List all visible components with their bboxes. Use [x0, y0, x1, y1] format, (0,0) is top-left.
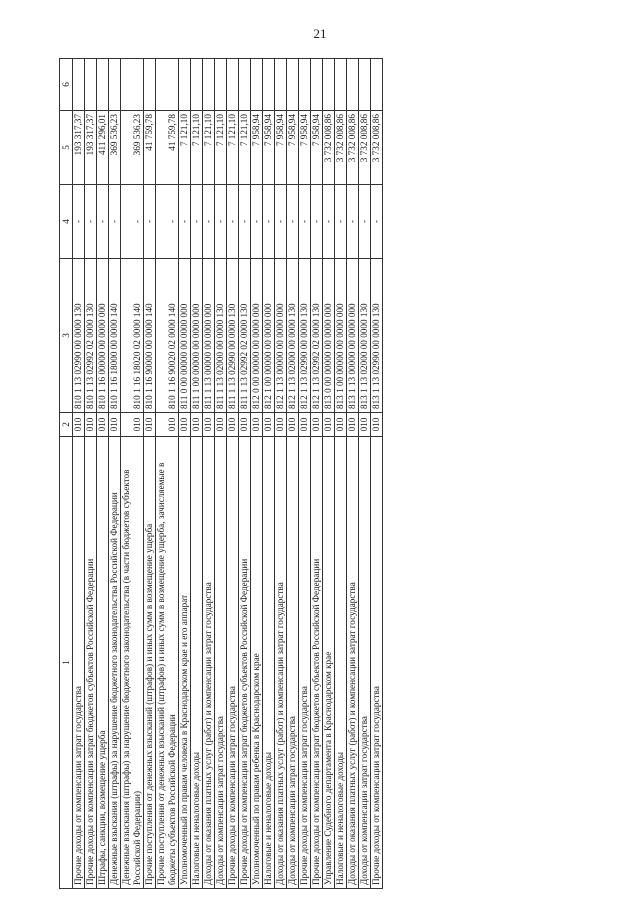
table-cell-c6: [335, 59, 347, 111]
table-cell-kbk: 810 1 16 90000 00 0000 140: [144, 259, 156, 413]
table-cell-code: 010: [215, 413, 227, 437]
table-row: [275, 59, 287, 889]
table-cell-code: 010: [275, 413, 287, 437]
header-row: [60, 59, 73, 889]
table-cell-amount: 7 121,10: [227, 111, 239, 185]
table-row: [347, 59, 359, 889]
table-cell-amount: 41 759,78: [156, 111, 179, 185]
table-row: [97, 59, 109, 889]
table-cell-code: 010: [121, 413, 144, 437]
table-cell-c6: [109, 59, 121, 111]
table-cell-c4: -: [85, 185, 97, 259]
table-row: [263, 59, 275, 889]
table-cell-kbk: 810 1 13 02990 00 0000 130: [73, 259, 85, 413]
table-row: [73, 59, 85, 889]
table-wrapper: [59, 59, 611, 889]
table-cell-name: Прочие доходы от компенсации затрат бюджетов субъектов Российской Федерации: [239, 437, 251, 889]
table-cell-code: 010: [97, 413, 109, 437]
table-cell-c4: -: [323, 185, 335, 259]
table-row: [85, 59, 97, 889]
table-cell-code: 010: [359, 413, 371, 437]
table-cell-amount: 7 958,94: [311, 111, 323, 185]
table-cell-kbk: 811 0 00 00000 00 0000 000: [179, 259, 191, 413]
table-cell-code: 010: [251, 413, 263, 437]
table-cell-kbk: 810 1 16 18000 00 0000 140: [109, 259, 121, 413]
table-cell-c6: [121, 59, 144, 111]
table-cell-c6: [179, 59, 191, 111]
table-cell-c4: -: [287, 185, 299, 259]
table-cell-code: 010: [371, 413, 383, 437]
table-cell-name: Штрафы, санкции, возмещение ущерба: [97, 437, 109, 889]
table-cell-name: Доходы от оказания платных услуг (работ) и компенсации затрат государства: [203, 437, 215, 889]
table-cell-amount: 193 317,37: [85, 111, 97, 185]
table-cell-c6: [251, 59, 263, 111]
table-cell-c4: -: [109, 185, 121, 259]
table-cell-amount: 369 536,23: [109, 111, 121, 185]
table-cell-amount: 3 732 008,86: [347, 111, 359, 185]
table-cell-c6: [239, 59, 251, 111]
table-row: [239, 59, 251, 889]
table-cell-amount: 411 296,01: [97, 111, 109, 185]
table-cell-name: Доходы от оказания платных услуг (работ) и компенсации затрат государства: [347, 437, 359, 889]
table-cell-c6: [73, 59, 85, 111]
table-cell-c6: [359, 59, 371, 111]
table-cell-name: Уполномоченный по правам человека в Краснодарском крае и его аппарат: [179, 437, 191, 889]
table-cell-name: Налоговые и неналоговые доходы: [335, 437, 347, 889]
table-cell-kbk: 812 1 00 00000 00 0000 000: [263, 259, 275, 413]
rotated-table-container: [59, 59, 611, 889]
table-cell-kbk: 810 1 16 00000 00 0000 000: [97, 259, 109, 413]
table-cell-name: Налоговые и неналоговые доходы: [263, 437, 275, 889]
table-cell-code: 010: [335, 413, 347, 437]
table-cell-code: 010: [85, 413, 97, 437]
table-cell-kbk: 812 0 00 00000 00 0000 000: [251, 259, 263, 413]
table-cell-kbk: 811 1 00 00000 00 0000 000: [191, 259, 203, 413]
table-cell-code: 010: [227, 413, 239, 437]
table-cell-amount: 7 958,94: [287, 111, 299, 185]
header-cell: 5: [60, 111, 73, 185]
table-row: [215, 59, 227, 889]
table-cell-code: 010: [299, 413, 311, 437]
table-cell-c4: -: [335, 185, 347, 259]
header-cell: 2: [60, 413, 73, 437]
table-cell-name: Прочие доходы от компенсации затрат бюджетов субъектов Российской Федерации: [311, 437, 323, 889]
table-cell-c4: -: [299, 185, 311, 259]
table-cell-code: 010: [239, 413, 251, 437]
table-cell-c6: [85, 59, 97, 111]
table-cell-kbk: 811 1 13 02990 00 0000 130: [227, 259, 239, 413]
table-cell-kbk: 810 1 13 02992 02 0000 130: [85, 259, 97, 413]
table-cell-name: Доходы от компенсации затрат государства: [359, 437, 371, 889]
table-cell-name: Уполномоченный по правам ребенка в Краснодарском крае: [251, 437, 263, 889]
table-cell-code: 010: [156, 413, 179, 437]
table-cell-kbk: 810 1 16 18020 02 0000 140: [121, 259, 144, 413]
table-cell-c4: -: [121, 185, 144, 259]
table-row: [144, 59, 156, 889]
table-cell-name: Прочие доходы от компенсации затрат государства: [371, 437, 383, 889]
table-cell-c6: [215, 59, 227, 111]
table-row: [227, 59, 239, 889]
table-cell-amount: 3 732 008,86: [335, 111, 347, 185]
table-cell-code: 010: [323, 413, 335, 437]
table-cell-c6: [144, 59, 156, 111]
table-cell-amount: 3 732 008,86: [359, 111, 371, 185]
table-cell-c6: [191, 59, 203, 111]
table-cell-c6: [156, 59, 179, 111]
table-cell-kbk: 811 1 13 02000 00 0000 130: [215, 259, 227, 413]
table-cell-c4: -: [97, 185, 109, 259]
table-cell-c6: [287, 59, 299, 111]
table-cell-amount: 3 732 008,86: [323, 111, 335, 185]
table-cell-c4: -: [347, 185, 359, 259]
table-cell-code: 010: [73, 413, 85, 437]
table-cell-amount: 7 958,94: [263, 111, 275, 185]
table-row: [191, 59, 203, 889]
table-cell-name: Прочие доходы от компенсации затрат государства: [227, 437, 239, 889]
table-row: [311, 59, 323, 889]
table-cell-name: Денежные взыскания (штрафы) за нарушение бюджетного законодательства Российской Федерации: [109, 437, 121, 889]
table-row: [203, 59, 215, 889]
table-cell-c4: -: [239, 185, 251, 259]
table-cell-code: 010: [144, 413, 156, 437]
table-cell-amount: 7 121,10: [203, 111, 215, 185]
table-cell-c6: [275, 59, 287, 111]
table-row: [335, 59, 347, 889]
table-row: [156, 59, 179, 889]
table-cell-amount: 3 732 008,86: [371, 111, 383, 185]
table-cell-name: Доходы от оказания платных услуг (работ) и компенсации затрат государства: [275, 437, 287, 889]
table-cell-code: 010: [203, 413, 215, 437]
table-cell-name: Прочие доходы от компенсации затрат государства: [299, 437, 311, 889]
table-cell-c4: -: [144, 185, 156, 259]
table-cell-name: Доходы от компенсации затрат государства: [287, 437, 299, 889]
table-cell-amount: 7 121,10: [191, 111, 203, 185]
table-cell-code: 010: [191, 413, 203, 437]
table-cell-amount: 369 536,23: [121, 111, 144, 185]
table-cell-amount: 193 317,37: [73, 111, 85, 185]
table-cell-c6: [347, 59, 359, 111]
table-cell-c6: [227, 59, 239, 111]
table-cell-c4: -: [215, 185, 227, 259]
table-cell-name: Денежные взыскания (штрафы) за нарушение бюджетного законодательства (в части бюджетов субъектов Российской Федерации): [121, 437, 144, 889]
table-cell-kbk: 813 1 13 02000 00 0000 130: [359, 259, 371, 413]
table-cell-kbk: 811 1 13 00000 00 0000 000: [203, 259, 215, 413]
table-cell-name: Управление Судебного департамента в Краснодарском крае: [323, 437, 335, 889]
table-cell-kbk: 812 1 13 00000 00 0000 000: [275, 259, 287, 413]
table-cell-kbk: 813 0 00 00000 00 0000 000: [323, 259, 335, 413]
table-row: [179, 59, 191, 889]
table-cell-amount: 7 121,10: [215, 111, 227, 185]
table-cell-c6: [371, 59, 383, 111]
table-cell-c4: -: [371, 185, 383, 259]
page-number: 21: [313, 26, 327, 41]
table-cell-name: Прочие поступления от денежных взысканий (штрафов) и иных сумм в возмещение ущерба: [144, 437, 156, 889]
table-cell-c4: -: [203, 185, 215, 259]
revenue-table: [59, 58, 383, 889]
table-cell-code: 010: [347, 413, 359, 437]
table-cell-c4: -: [251, 185, 263, 259]
table-cell-c6: [203, 59, 215, 111]
table-cell-kbk: 812 1 13 02000 00 0000 130: [287, 259, 299, 413]
table-cell-code: 010: [287, 413, 299, 437]
header-cell: 1: [60, 437, 73, 889]
table-cell-amount: 7 958,94: [299, 111, 311, 185]
table-cell-kbk: 813 1 13 00000 00 0000 000: [347, 259, 359, 413]
table-cell-c6: [263, 59, 275, 111]
table-cell-amount: 7 121,10: [239, 111, 251, 185]
table-cell-name: Прочие поступления от денежных взысканий (штрафов) и иных сумм в возмещение ущерба, зачисляемые в бюджеты субъектов Российской Федерации: [156, 437, 179, 889]
table-cell-c4: -: [73, 185, 85, 259]
table-cell-c4: -: [275, 185, 287, 259]
table-cell-c6: [299, 59, 311, 111]
table-cell-amount: 7 958,94: [275, 111, 287, 185]
table-cell-c4: -: [263, 185, 275, 259]
table-cell-name: Доходы от компенсации затрат государства: [215, 437, 227, 889]
table-row: [109, 59, 121, 889]
table-row: [323, 59, 335, 889]
table-cell-c6: [323, 59, 335, 111]
table-cell-kbk: 813 1 13 02990 00 0000 130: [371, 259, 383, 413]
header-cell: 4: [60, 185, 73, 259]
table-cell-c4: -: [311, 185, 323, 259]
table-cell-c4: -: [156, 185, 179, 259]
table-cell-c6: [97, 59, 109, 111]
table-cell-c4: -: [227, 185, 239, 259]
header-cell: 3: [60, 259, 73, 413]
table-cell-kbk: 813 1 00 00000 00 0000 000: [335, 259, 347, 413]
table-row: [371, 59, 383, 889]
table-cell-c6: [311, 59, 323, 111]
table-row: [251, 59, 263, 889]
header-cell: 6: [60, 59, 73, 111]
table-cell-code: 010: [263, 413, 275, 437]
table-cell-code: 010: [311, 413, 323, 437]
table-row: [121, 59, 144, 889]
table-cell-c4: -: [359, 185, 371, 259]
table-cell-c4: -: [179, 185, 191, 259]
table-cell-code: 010: [109, 413, 121, 437]
table-cell-name: Прочие доходы от компенсации затрат государства: [73, 437, 85, 889]
table-cell-kbk: 812 1 13 02992 02 0000 130: [311, 259, 323, 413]
table-cell-amount: 7 958,94: [251, 111, 263, 185]
table-row: [359, 59, 371, 889]
table-cell-amount: 7 121,10: [179, 111, 191, 185]
table-cell-kbk: 812 1 13 02990 00 0000 130: [299, 259, 311, 413]
table-cell-name: Налоговые и неналоговые доходы: [191, 437, 203, 889]
table-cell-code: 010: [179, 413, 191, 437]
table-row: [287, 59, 299, 889]
table-cell-c4: -: [191, 185, 203, 259]
table-cell-kbk: 810 1 16 90020 02 0000 140: [156, 259, 179, 413]
table-cell-amount: 41 759,78: [144, 111, 156, 185]
table-cell-kbk: 811 1 13 02992 02 0000 130: [239, 259, 251, 413]
table-row: [299, 59, 311, 889]
table-cell-name: Прочие доходы от компенсации затрат бюджетов субъектов Российской Федерации: [85, 437, 97, 889]
